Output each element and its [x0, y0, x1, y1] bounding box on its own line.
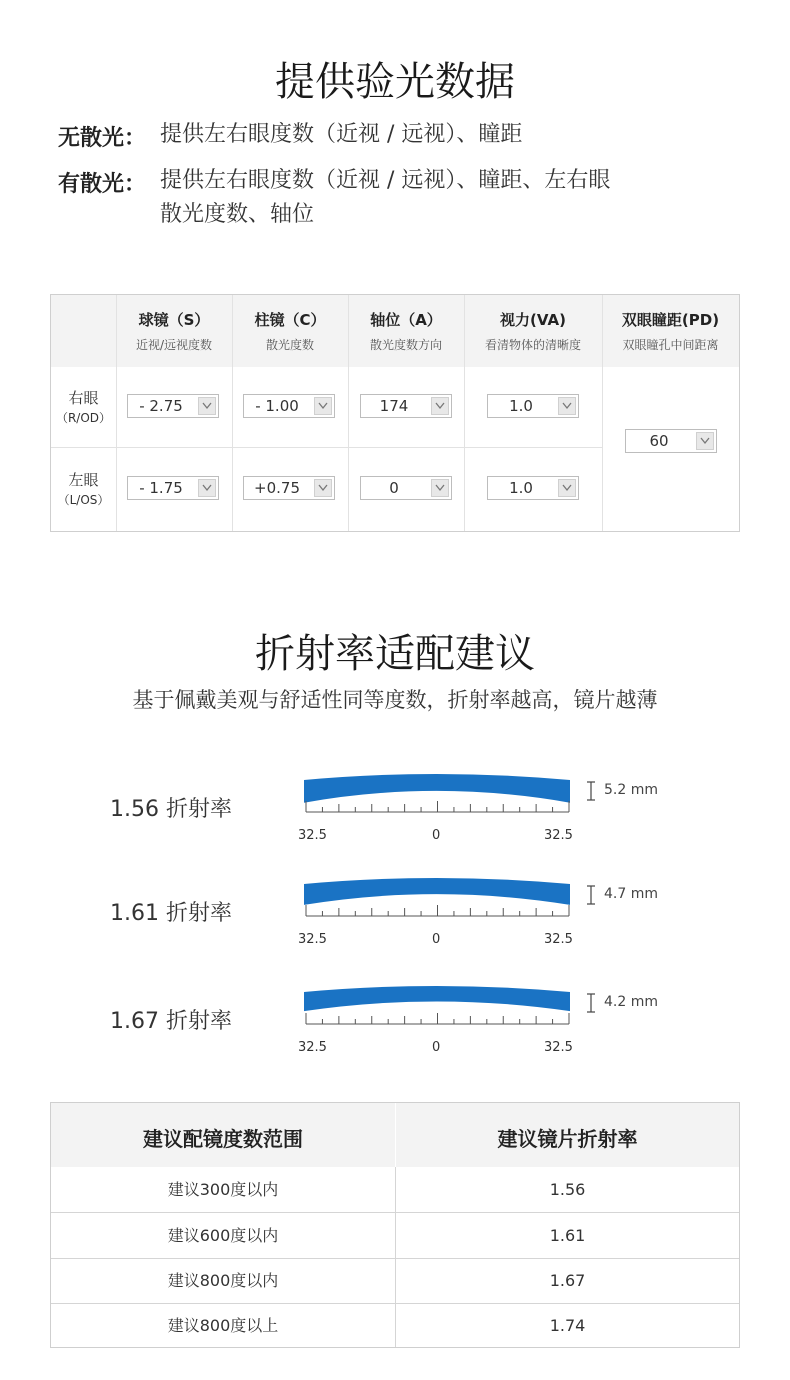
suggest-range-cell: 建议800度以上: [167, 1316, 279, 1335]
ruler-tick-label: 32.5: [298, 828, 327, 843]
row-label-left-eye: 左眼: [68, 471, 99, 489]
header-range: 建议配镜度数范围: [143, 1127, 303, 1151]
chevron-down-icon: [198, 397, 216, 415]
ruler-tick-label: 32.5: [298, 1040, 327, 1055]
lens-shape: [304, 878, 570, 905]
col-sub-va: 看清物体的清晰度: [484, 338, 581, 352]
section-title-prescription: 提供验光数据: [275, 59, 515, 105]
col-sub-pd: 双眼瞳孔中间距离: [622, 338, 719, 352]
note-text-astig: 提供左右眼度数（近视 / 远视）、瞳距、左右眼: [160, 168, 611, 193]
suggest-index-cell: 1.74: [549, 1316, 586, 1335]
chevron-down-icon: [198, 479, 216, 497]
col-title-axis: 轴位（A）: [370, 311, 442, 329]
ruler-tick-label: 32.5: [298, 932, 327, 947]
chevron-down-icon: [431, 479, 449, 497]
row-code-left-eye: （L/OS）: [57, 493, 110, 507]
chevron-down-icon: [431, 397, 449, 415]
lens-index-label: 1.67 折射率: [110, 1009, 232, 1034]
select-left-axis[interactable]: 0: [360, 476, 452, 500]
header-index: 建议镜片折射率: [497, 1127, 638, 1151]
note-label-astig: 有散光：: [58, 172, 147, 197]
suggest-range-cell: 建议600度以内: [167, 1226, 279, 1245]
select-right-axis[interactable]: 174: [360, 394, 452, 418]
section-subtitle-refraction: 基于佩戴美观与舒适性同等度数，折射率越高，镜片越薄: [132, 688, 658, 712]
col-title-sphere: 球镜（S）: [138, 311, 210, 329]
chevron-down-icon: [696, 432, 714, 450]
chevron-down-icon: [314, 397, 332, 415]
row-code-right-eye: （R/OD）: [55, 411, 112, 425]
note-text-astig-line2: 散光度数、轴位: [160, 202, 315, 227]
select-left-va[interactable]: 1.0: [487, 476, 579, 500]
select-right-cylinder[interactable]: - 1.00: [243, 394, 335, 418]
lens-diagram-group: [0, 760, 790, 1090]
thickness-marker-icon: [586, 992, 596, 1016]
chevron-down-icon: [558, 479, 576, 497]
lens-thickness-value: 5.2 mm: [604, 782, 658, 798]
col-title-cylinder: 柱镜（C）: [254, 311, 326, 329]
suggest-index-cell: 1.61: [549, 1226, 586, 1245]
ruler-tick-label: 32.5: [544, 932, 573, 947]
lens-thickness-value: 4.7 mm: [604, 886, 658, 902]
note-text-no-astig: 提供左右眼度数（近视 / 远视）、瞳距: [160, 122, 523, 147]
ruler-tick-label: 32.5: [544, 1040, 573, 1055]
select-left-sphere[interactable]: - 1.75: [127, 476, 219, 500]
lens-shape: [304, 986, 570, 1011]
thickness-marker-icon: [586, 884, 596, 908]
select-left-cylinder[interactable]: +0.75: [243, 476, 335, 500]
suggest-index-cell: 1.56: [549, 1180, 586, 1199]
thickness-marker-icon: [586, 780, 596, 804]
col-title-va: 视力(VA): [500, 311, 566, 329]
lens-thickness-value: 4.2 mm: [604, 994, 658, 1010]
lens-index-label: 1.61 折射率: [110, 901, 232, 926]
prescription-table-header: [51, 295, 739, 367]
select-right-va[interactable]: 1.0: [487, 394, 579, 418]
ruler-tick-label: 32.5: [544, 828, 573, 843]
col-title-pd: 双眼瞳距(PD): [621, 311, 720, 329]
suggest-range-cell: 建议300度以内: [167, 1180, 279, 1199]
col-sub-sphere: 近视/远视度数: [135, 338, 213, 352]
prescription-table: [50, 294, 740, 532]
lens-shape: [304, 774, 570, 803]
select-pd[interactable]: 60: [625, 429, 717, 453]
lens-index-label: 1.56 折射率: [110, 797, 232, 822]
ruler-tick-label: 0: [432, 1040, 441, 1055]
section-title-refraction: 折射率适配建议: [255, 631, 535, 677]
suggest-index-cell: 1.67: [549, 1271, 586, 1290]
ruler-tick-label: 0: [432, 828, 441, 843]
suggestion-table: [50, 1102, 740, 1348]
col-sub-axis: 散光度数方向: [369, 338, 442, 352]
note-label-no-astig: 无散光：: [58, 126, 147, 151]
suggest-range-cell: 建议800度以内: [167, 1271, 279, 1290]
select-right-sphere[interactable]: - 2.75: [127, 394, 219, 418]
chevron-down-icon: [558, 397, 576, 415]
row-label-right-eye: 右眼: [68, 389, 99, 407]
col-sub-cylinder: 散光度数: [265, 338, 314, 352]
chevron-down-icon: [314, 479, 332, 497]
ruler-tick-label: 0: [432, 932, 441, 947]
